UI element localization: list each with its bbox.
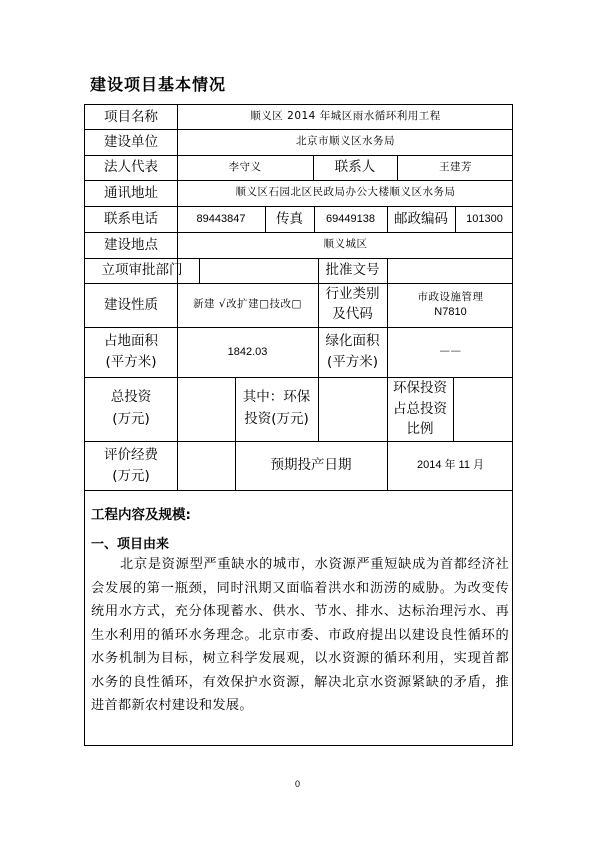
legal-rep-label: 法人代表 <box>104 159 158 176</box>
legal-rep-value: 李守义 <box>228 160 262 173</box>
env-ratio-label: 环保投资 占总投资 比例 <box>393 379 447 438</box>
total-investment-label: 总投资 (万元) <box>110 389 152 427</box>
evaluation-fee-value <box>177 441 235 490</box>
env-investment-label: 其中：环保 投资(万元) <box>242 389 311 427</box>
industry-label: 行业类别 及代码 <box>325 286 380 322</box>
address-label: 通讯地址 <box>104 184 158 201</box>
nature-label: 建设性质 <box>104 296 158 313</box>
contact-value: 王建芳 <box>439 160 472 173</box>
phone-label: 联系电话 <box>104 210 158 227</box>
construction-unit-value: 北京市顺义区水务局 <box>296 135 395 148</box>
contact-label: 联系人 <box>334 159 376 176</box>
production-date-value: 2014 年 11 月 <box>416 459 485 472</box>
total-investment-value <box>177 377 235 441</box>
approval-doc-label: 批准文号 <box>325 262 380 279</box>
env-ratio-value <box>453 377 514 441</box>
location-label: 建设地点 <box>104 236 158 253</box>
address-value: 顺义区石园北区民政局办公大楼顺义区水务局 <box>235 186 456 199</box>
page-title: 建设项目基本情况 <box>90 75 227 94</box>
approval-doc-value <box>387 258 514 283</box>
approval-dept-value <box>199 258 318 283</box>
env-investment-value <box>318 377 387 441</box>
content-subheading: 一、项目由来 <box>91 537 170 552</box>
production-date-label: 预期投产日期 <box>270 457 352 474</box>
fax-label: 传真 <box>276 210 303 227</box>
evaluation-fee-label: 评价经费 (万元) <box>104 446 158 484</box>
postcode-label: 邮政编码 <box>394 210 448 227</box>
project-name-label: 项目名称 <box>104 108 158 125</box>
content-heading: 工程内容及规模: <box>91 507 191 523</box>
industry-value: 市政设施管理 N7810 <box>417 291 484 318</box>
nature-value: 新建 √改扩建□技改□ <box>193 298 302 311</box>
green-area-label: 绿化面积 (平方米) <box>325 333 380 370</box>
green-area-value: —— <box>439 345 462 358</box>
fax-value: 69449138 <box>326 212 375 225</box>
project-name-value: 顺义区 2014 年城区雨水循环利用工程 <box>250 110 441 123</box>
land-area-value: 1842.03 <box>227 345 268 358</box>
location-value: 顺义城区 <box>323 238 368 251</box>
construction-unit-label: 建设单位 <box>104 133 158 150</box>
page-number: 0 <box>294 779 300 789</box>
project-info-form <box>84 104 513 746</box>
postcode-value: 101300 <box>466 212 503 225</box>
approval-dept-label: 立项审批部门 <box>101 262 183 279</box>
phone-value: 89443847 <box>196 212 246 225</box>
land-area-label: 占地面积 (平方米) <box>104 333 158 370</box>
content-paragraph: 北京是资源型严重缺水的城市，水资源严重短缺成为首都经济社会发展的第一瓶颈，同时汛期又面临着洪水和沥涝的威胁。为改变传统用水方式，充分体现蓄水、供水、节水、排水、达标治理污水、再生水利用的循环水务理念。北京市委、市政府提出以建设良性循环的水务机制为目标，树立科学发展观，以水资源的循环利用，实现首都水务的良性循环，有效保护水资源，解决北京水资源紧缺的矛盾，推进首都新农村建设和发展。 <box>91 557 509 713</box>
